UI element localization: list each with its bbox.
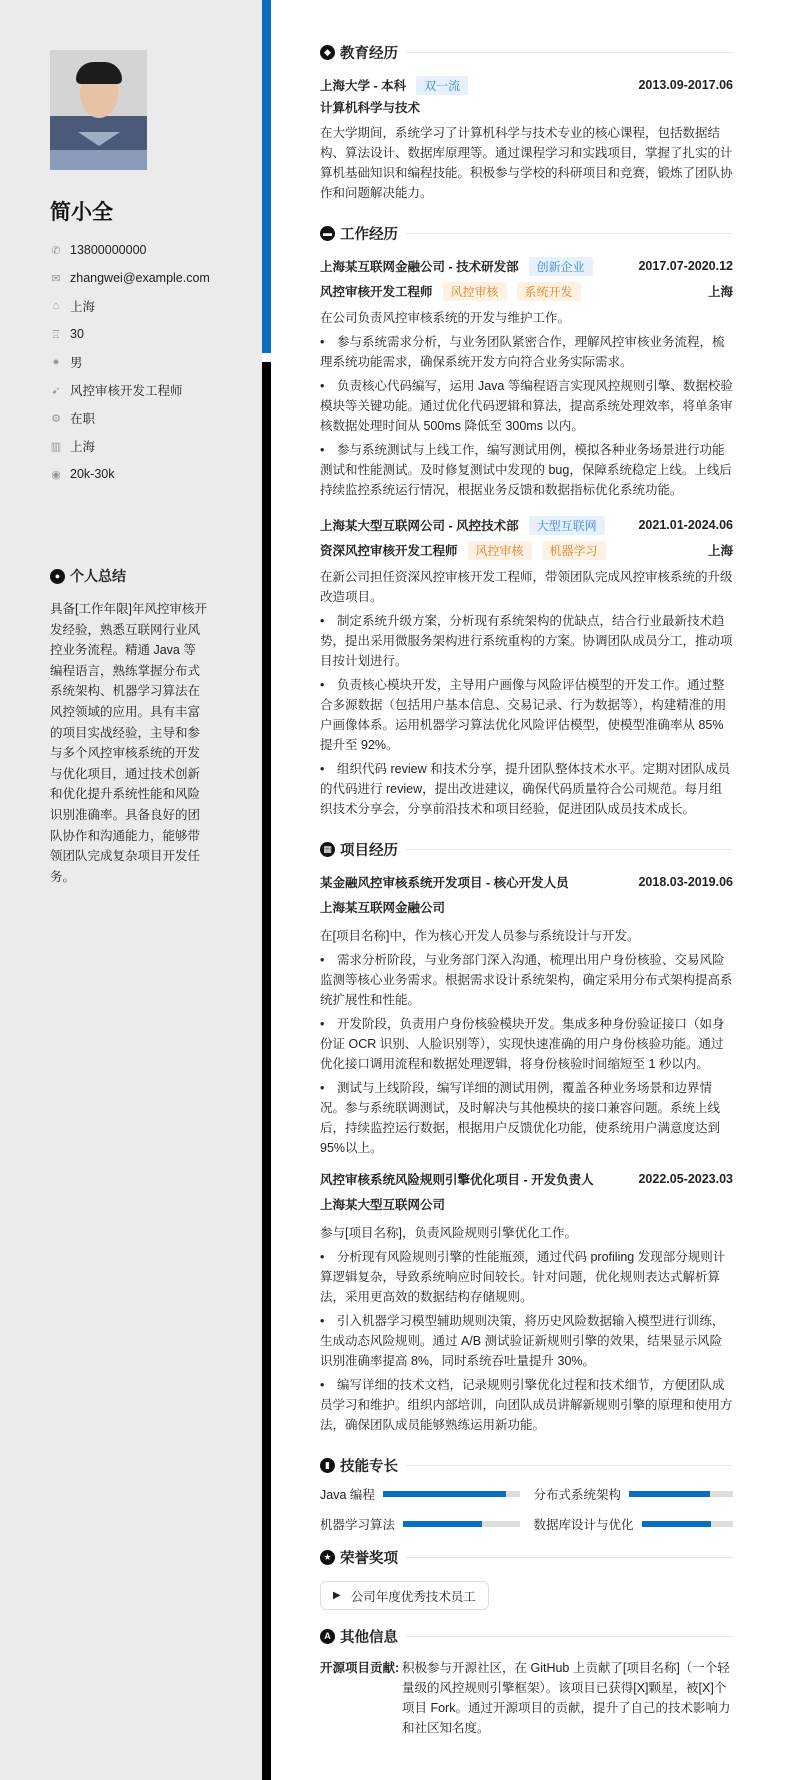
contact-value: 13800000000 — [70, 243, 147, 257]
section-title: 技能专长 — [340, 1458, 398, 1475]
accent-strip — [262, 0, 271, 353]
other-info-row — [320, 1658, 733, 1738]
section-awards — [320, 1545, 733, 1569]
company: 上海某大型互联网公司 - 风控技术部 — [320, 519, 519, 533]
skill-item — [320, 1485, 520, 1503]
job-bullet: • 参与系统需求分析，与业务团队紧密合作，理解风控审核业务流程，梳理系统功能需求，确保系统开发方向符合业务实际需求。 — [320, 332, 733, 372]
project-date: 2022.05-2023.03 — [638, 1172, 733, 1186]
award-item[interactable] — [320, 1581, 489, 1610]
section-title: 教育经历 — [340, 45, 398, 62]
skill-name: Java 编程 — [320, 1488, 375, 1502]
project-name: 某金融风控审核系统开发项目 - 核心开发人员 — [320, 876, 569, 890]
contact-row — [50, 236, 262, 264]
contact-list — [50, 236, 262, 488]
job-role: 资深风控审核开发工程师 — [320, 544, 458, 558]
status-icon: ⚙ — [51, 412, 61, 425]
info-icon: A — [320, 1629, 335, 1644]
mail-icon: ✉ — [51, 272, 61, 285]
role-tag: 风控审核 — [443, 282, 507, 301]
job-desc: 在公司负责风控审核系统的开发与维护工作。 — [320, 311, 571, 325]
skill-bar — [403, 1521, 519, 1527]
project-bullet: • 测试与上线阶段，编写详细的测试用例，覆盖各种业务场景和边界情况。参与系统联调测试，及时解决与其他模块的接口兼容问题。系统上线后，持续监控运行数据，根据用户反馈优化功能，使系统用户满意度达到 95%以上。 — [320, 1078, 733, 1158]
job-bullet: • 制定系统升级方案，分析现有系统架构的优缺点，结合行业最新技术趋势，提出采用微服务架构进行系统重构的方案。协调团队成员分工，推动项目按计划进行。 — [320, 611, 733, 671]
contact-value: 风控审核开发工程师 — [70, 384, 183, 398]
contact-row — [50, 320, 262, 348]
send-icon: ➹ — [51, 384, 61, 397]
job-bullet: • 负责核心代码编写，运用 Java 等编程语言实现风控规则引擎、数据校验模块等关键功能。通过优化代码逻辑和算法，提高系统处理效率，将单条审核数据处理时间从 500ms 降低至 300ms 以内。 — [320, 376, 733, 436]
education-header — [320, 74, 733, 96]
section-projects — [320, 837, 733, 861]
section-title: 工作经历 — [340, 226, 398, 243]
other-key: 开源项目贡献: — [320, 1661, 400, 1675]
project-bullet: • 开发阶段，负责用户身份核验模块开发。集成多种身份验证接口（如身份证 OCR 识别、人脸识别等），实现快速准确的用户身份核验功能。通过优化接口调用流程和数据处理逻辑，将身份核验时间缩短至 1 秒以内。 — [320, 1014, 733, 1074]
skill-bar-fill — [403, 1521, 482, 1527]
job-entry — [320, 514, 733, 819]
avatar-photo — [50, 50, 147, 170]
job-bullet: • 负责核心模块开发，主导用户画像与风险评估模型的开发工作。通过整合多源数据（包括用户基本信息、交易记录、行为数据等），构建精准的用户画像体系。运用机器学习算法优化风险评估模型，使模型准确率从 85%提升至 92%。 — [320, 675, 733, 755]
contact-value: 上海 — [70, 440, 96, 454]
skill-bar-fill — [642, 1521, 712, 1527]
gender-icon: ● — [52, 356, 60, 368]
company: 上海某互联网金融公司 - 技术研发部 — [320, 260, 519, 274]
company-tag: 创新企业 — [529, 257, 593, 276]
candidate-name: 简小全 — [50, 201, 113, 224]
section-title: 其他信息 — [340, 1629, 398, 1646]
project-desc: 参与[项目名称]，负责风险规则引擎优化工作。 — [320, 1226, 577, 1240]
building-icon: ▥ — [50, 440, 62, 453]
project-bullet: • 编写详细的技术文档，记录规则引擎优化过程和技术细节，方便团队成员学习和维护。组织内部培训，向团队成员讲解新规则引擎的原理和使用方法，确保团队成员能够熟练运用新功能。 — [320, 1375, 733, 1435]
play-icon: ▶ — [333, 1590, 341, 1601]
contact-row — [50, 404, 262, 432]
grid-icon: ▦ — [320, 842, 335, 857]
other-value: 积极参与开源社区，在 GitHub 上贡献了[项目名称]（一个轻量级的风控规则引擎框架）。该项目已获得[X]颗星，被[X]个项目 Fork。通过开源项目的贡献，提升了自己的技术影响力和社区知名度。 — [402, 1661, 731, 1735]
award-icon: ★ — [320, 1550, 335, 1565]
education-desc: 在大学期间，系统学习了计算机科学与技术专业的核心课程，包括数据结构、算法设计、数据库原理等。通过课程学习和实践项目，掌握了扎实的计算机基础知识和编程技能。积极参与学校的科研项目和竞赛，锻炼了团队协作和问题解决能力。 — [320, 126, 733, 200]
section-skills — [320, 1453, 733, 1477]
dark-strip — [262, 362, 271, 1780]
contact-value: 在职 — [70, 412, 96, 426]
project-entry — [320, 871, 733, 1158]
contact-row — [50, 432, 262, 460]
contact-value: 上海 — [70, 300, 96, 314]
job-city: 上海 — [707, 544, 733, 558]
skill-bar — [642, 1521, 733, 1527]
project-entry — [320, 1168, 733, 1435]
job-date: 2021.01-2024.06 — [638, 518, 733, 532]
section-title: 项目经历 — [340, 842, 398, 859]
bar-chart-icon: ▮ — [320, 1458, 335, 1473]
project-name: 风控审核系统风险规则引擎优化项目 - 开发负责人 — [320, 1173, 594, 1187]
phone-icon: ✆ — [51, 244, 61, 257]
contact-row — [50, 348, 262, 376]
cake-icon: ♖ — [51, 328, 61, 341]
skill-bar — [629, 1491, 733, 1497]
project-bullet: • 引入机器学习模型辅助规则决策，将历史风险数据输入模型进行训练，生成动态风险规则。通过 A/B 测试验证新规则引擎的效果，结果显示风险识别准确率提高 8%，同时系统吞吐量提升 30%。 — [320, 1311, 733, 1371]
skill-item — [534, 1485, 734, 1503]
role-tag: 风控审核 — [468, 541, 532, 560]
school-tag: 双一流 — [416, 76, 468, 95]
job-bullet: • 参与系统测试与上线工作，编写测试用例，模拟各种业务场景进行功能测试和性能测试。及时修复测试中发现的 bug，保障系统稳定上线。上线后持续监控系统运行情况，根据业务反馈和数据指标优化系统功能。 — [320, 440, 733, 500]
skill-bar — [383, 1491, 520, 1497]
contact-row — [50, 292, 262, 320]
sidebar — [0, 0, 262, 1780]
project-company: 上海某互联网金融公司 — [320, 901, 446, 915]
skill-name: 分布式系统架构 — [533, 1488, 622, 1502]
school: 上海大学 - 本科 — [320, 79, 407, 93]
skill-item — [534, 1515, 734, 1533]
role-tag: 系统开发 — [517, 282, 581, 301]
job-city: 上海 — [707, 285, 733, 299]
job-bullet: • 组织代码 review 和技术分享，提升团队整体技术水平。定期对团队成员的代码进行 review，提出改进建议，确保代码质量符合公司规范。每月组织技术分享会，分享前沿技术和项目经验，促进团队成员技术成长。 — [320, 759, 733, 819]
contact-row — [50, 264, 262, 292]
section-other — [320, 1624, 733, 1648]
skill-bar-fill — [383, 1491, 506, 1497]
major: 计算机科学与技术 — [320, 101, 421, 115]
contact-value: 30 — [70, 327, 84, 341]
salary-icon: ◉ — [51, 468, 61, 481]
job-desc: 在新公司担任资深风控审核开发工程师，带领团队完成风控审核系统的升级改造项目。 — [320, 570, 733, 604]
section-title: 荣誉奖项 — [340, 1550, 398, 1567]
project-bullet: • 需求分析阶段，与业务部门深入沟通，梳理出用户身份核验、交易风险监测等核心业务需求。根据需求设计系统架构，确定采用分布式架构提高系统扩展性和性能。 — [320, 950, 733, 1010]
summary-title: 个人总结 — [70, 568, 126, 584]
main-content — [320, 40, 733, 1738]
skill-item — [320, 1515, 520, 1533]
skill-name: 机器学习算法 — [320, 1518, 396, 1532]
company-tag: 大型互联网 — [529, 516, 605, 535]
contact-value: zhangwei@example.com — [70, 271, 210, 285]
briefcase-icon: ▬ — [320, 226, 335, 241]
job-date: 2017.07-2020.12 — [638, 259, 733, 273]
section-education — [320, 40, 733, 64]
job-role: 风控审核开发工程师 — [320, 285, 433, 299]
contact-row — [50, 376, 262, 404]
section-work — [320, 221, 733, 245]
project-desc: 在[项目名称]中，作为核心开发人员参与系统设计与开发。 — [320, 929, 640, 943]
education-date: 2013.09-2017.06 — [638, 78, 733, 92]
role-tag: 机器学习 — [542, 541, 606, 560]
skill-bar-fill — [629, 1491, 710, 1497]
graduation-cap-icon: ◆ — [320, 45, 335, 60]
user-icon: ● — [50, 569, 65, 584]
contact-value: 男 — [70, 356, 83, 370]
project-date: 2018.03-2019.06 — [638, 875, 733, 889]
summary-text: 具备[工作年限]年风控审核开发经验，熟悉互联网行业风控业务流程。精通 Java 等编程语言，熟练掌握分布式系统架构、机器学习算法在风控领域的应用。具有丰富的项目实战经验，主导和参与多个风控审核系统的开发与优化项目，通过技术创新和优化提升系统性能和风险识别准确率。具备良好的团队协作和沟通能力，能够带领团队完成复杂项目开发任务。 — [50, 602, 207, 884]
home-icon: ⌂ — [52, 300, 60, 312]
job-entry — [320, 255, 733, 500]
skill-name: 数据库设计与优化 — [533, 1518, 634, 1532]
contact-row — [50, 460, 262, 488]
project-company: 上海某大型互联网公司 — [320, 1198, 446, 1212]
project-bullet: • 分析现有风险规则引擎的性能瓶颈，通过代码 profiling 发现部分规则计算逻辑复杂，导致系统响应时间较长。针对问题，优化规则表达式解析算法，采用更高效的数据结构存储规则。 — [320, 1247, 733, 1307]
summary-heading — [50, 566, 262, 586]
award-label: 公司年度优秀技术员工 — [350, 1589, 476, 1604]
contact-value: 20k-30k — [70, 467, 115, 481]
